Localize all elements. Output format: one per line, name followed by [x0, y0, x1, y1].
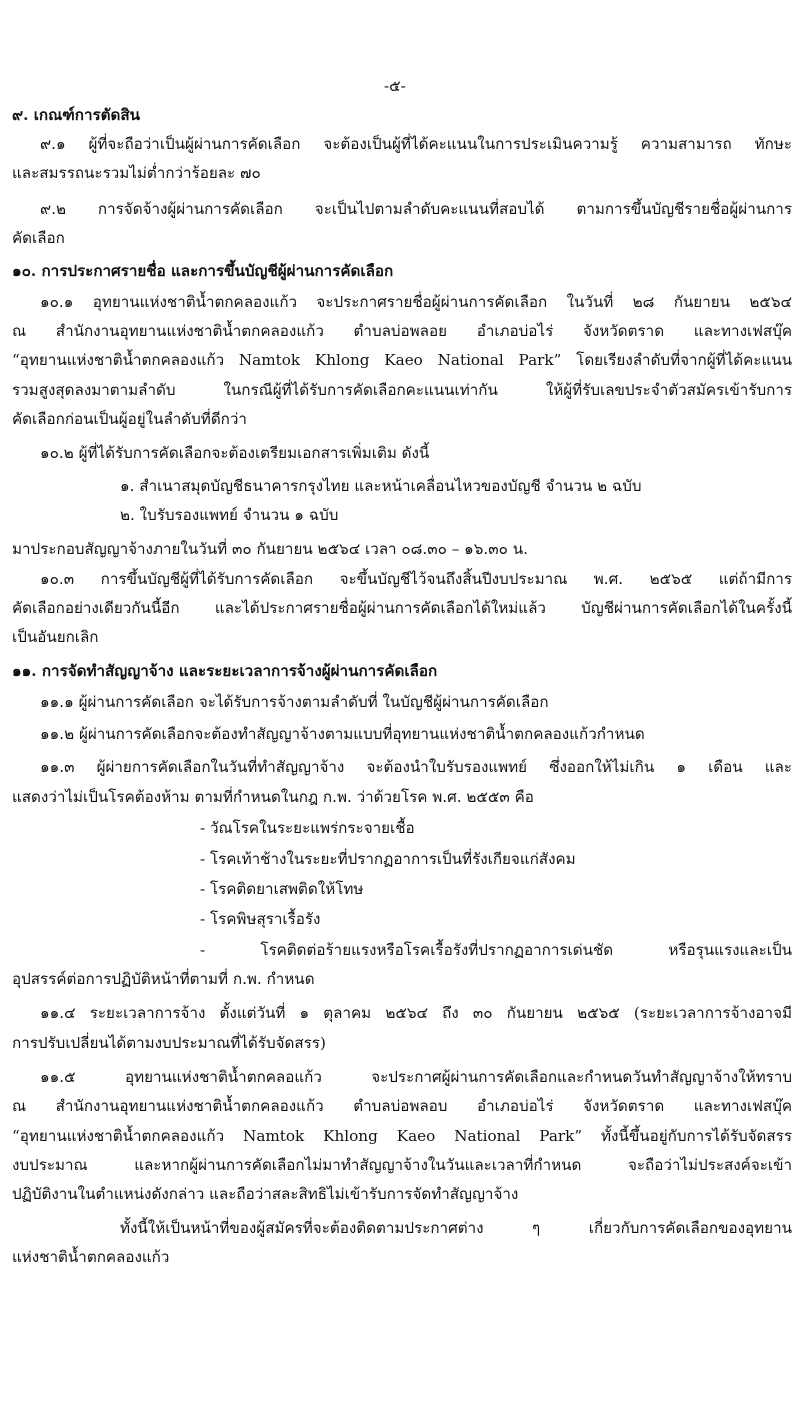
- closing-line-1: ทั้งนี้ให้เป็นหน้าที่ของผู้สมัครที่จะต้องติดตามประกาศต่าง ๆ เกี่ยวกับการคัดเลือกของอุทยาน: [120, 1219, 792, 1237]
- clause-10-3-line-2: คัดเลือกอย่างเดียวกันนี้อีก และได้ประกาศรายชื่อผู้ผ่านการคัดเลือกได้ใหม่แล้ว บัญชีผ่านการคัดเลือกได้ในครั้งนี้: [12, 599, 792, 617]
- clause-9-1-line-2: และสมรรถนะรวมไม่ต่ำกว่าร้อยละ ๗๐: [12, 164, 261, 182]
- closing-line-2: แห่งชาติน้ำตกคลองแก้ว: [12, 1248, 170, 1266]
- clause-11-5-line-1: ๑๑.๕ อุทยานแห่งชาติน้ำตกคลอแก้ว จะประกาศผู้ผ่านการคัดเลือกและกำหนดวันทำสัญญาจ้างให้ทราบ: [40, 1068, 792, 1086]
- clause-10-1-line-5: คัดเลือกก่อนเป็นผู้อยู่ในลำดับที่ดีกว่า: [12, 410, 247, 428]
- clause-10-1-line-4: รวมสูงสุดลงมาตามลำดับ ในกรณีผู้ที่ได้รับการคัดเลือกคะแนนเท่ากัน ให้ผู้ที่รับเลขประจำตัวสมัครเข้ารับการ: [12, 381, 792, 399]
- clause-10-1-line-1: ๑๐.๑ อุทยานแห่งชาติน้ำตกคลองแก้ว จะประกาศรายชื่อผู้ผ่านการคัดเลือก ในวันที่ ๒๘ กันยายน ๒๕๖๔: [40, 293, 792, 311]
- clause-11-4-line-2: การปรับเปลี่ยนได้ตามงบประมาณที่ได้รับจัดสรร): [12, 1034, 326, 1052]
- clause-11-3-line-2: แสดงว่าไม่เป็นโรคต้องห้าม ตามที่กำหนดในกฎ ก.พ. ว่าด้วยโรค พ.ศ. ๒๕๕๓ คือ: [12, 788, 534, 806]
- disease-item-5-line-2: อุปสรรค์ต่อการปฏิบัติหน้าที่ตามที่ ก.พ. กำหนด: [12, 970, 315, 988]
- disease-item-5-line-1: - โรคติดต่อร้ายแรงหรือโรคเรื้อรังที่ปรากฏอาการเด่นชัด หรือรุนแรงและเป็น: [200, 941, 792, 959]
- clause-11-5-line-4: งบประมาณ และหากผู้ผ่านการคัดเลือกไม่มาทำสัญญาจ้างในวันและเวลาที่กำหนด จะถือว่าไม่ประสงค์จะเข้า: [12, 1156, 792, 1174]
- clause-10-2: ๑๐.๒ ผู้ที่ได้รับการคัดเลือกจะต้องเตรียมเอกสารเพิ่มเติม ดังนี้: [40, 444, 430, 462]
- clause-10-3-line-3: เป็นอันยกเลิก: [12, 628, 99, 646]
- section-11-heading: ๑๑. การจัดทำสัญญาจ้าง และระยะเวลาการจ้างผู้ผ่านการคัดเลือก: [12, 662, 438, 680]
- clause-10-2-item-2: ๒. ใบรับรองแพทย์ จำนวน ๑ ฉบับ: [120, 506, 339, 524]
- disease-item-1: - วัณโรคในระยะแพร่กระจายเชื้อ: [200, 819, 415, 837]
- clause-11-5-line-2: ณ สำนักงานอุทยานแห่งชาติน้ำตกคลองแก้ว ตำบลบ่อพลอบ อำเภอบ่อไร่ จังหวัดตราด และทางเฟสบุ๊ค: [12, 1097, 792, 1115]
- clause-11-5-line-5: ปฏิบัติงานในตำแหน่งดังกล่าว และถือว่าสละสิทธิไม่เข้ารับการจัดทำสัญญาจ้าง: [12, 1185, 519, 1203]
- clause-11-5-line-3: “อุทยานแห่งชาติน้ำตกคลองแก้ว Namtok Khlong Kaeo National Park” ทั้งนี้ขึ้นอยู่กับการได้รับจัดสรร: [12, 1127, 792, 1145]
- clause-9-2-line-2: คัดเลือก: [12, 229, 65, 247]
- page-number: -๕-: [384, 77, 406, 95]
- clause-10-1-line-2: ณ สำนักงานอุทยานแห่งชาติน้ำตกคลองแก้ว ตำบลบ่อพลอย อำเภอบ่อไร่ จังหวัดตราด และทางเฟสบุ๊ค: [12, 322, 792, 340]
- clause-11-1: ๑๑.๑ ผู้ผ่านการคัดเลือก จะได้รับการจ้างตามลำดับที่ ในบัญชีผู้ผ่านการคัดเลือก: [40, 693, 549, 711]
- clause-10-2-deadline: มาประกอบสัญญาจ้างภายในวันที่ ๓๐ กันยายน ๒๕๖๔ เวลา ๐๘.๓๐ – ๑๖.๓๐ น.: [12, 540, 528, 558]
- disease-item-2: - โรคเท้าช้างในระยะที่ปรากฏอาการเป็นที่รังเกียจแก่สังคม: [200, 850, 576, 868]
- disease-item-3: - โรคติดยาเสพติดให้โทษ: [200, 880, 364, 898]
- section-10-heading: ๑๐. การประกาศรายชื่อ และการขึ้นบัญชีผู้ผ่านการคัดเลือก: [12, 262, 394, 280]
- clause-9-2-line-1: ๙.๒ การจัดจ้างผู้ผ่านการคัดเลือก จะเป็นไปตามลำดับคะแนนที่สอบได้ ตามการขึ้นบัญชีรายชื่อผู้ผ่านการ: [40, 200, 792, 218]
- clause-11-4-line-1: ๑๑.๔ ระยะเวลาการจ้าง ตั้งแต่วันที่ ๑ ตุลาคม ๒๕๖๔ ถึง ๓๐ กันยายน ๒๕๖๕ (ระยะเวลาการจ้างอาจมี: [40, 1004, 792, 1022]
- disease-item-4: - โรคพิษสุราเรื้อรัง: [200, 910, 321, 928]
- clause-11-3-line-1: ๑๑.๓ ผู้ผ่ายการคัดเลือกในวันที่ทำสัญญาจ้าง จะต้องนำใบรับรองแพทย์ ซึ่งออกให้ไม่เกิน ๑ เดือน และ: [40, 758, 792, 776]
- clause-11-2: ๑๑.๒ ผู้ผ่านการคัดเลือกจะต้องทำสัญญาจ้างตามแบบที่อุทยานแห่งชาติน้ำตกคลองแก้วกำหนด: [40, 725, 645, 743]
- clause-10-2-item-1: ๑. สำเนาสมุดบัญชีธนาคารกรุงไทย และหน้าเคลื่อนไหวของบัญชี จำนวน ๒ ฉบับ: [120, 477, 642, 495]
- clause-10-3-line-1: ๑๐.๓ การขึ้นบัญชีผู้ที่ได้รับการคัดเลือก จะขึ้นบัญชีไว้จนถึงสิ้นปีงบประมาณ พ.ศ. ๒๕๖๕ แต่ถ้ามีการ: [40, 570, 792, 588]
- clause-10-1-line-3: “อุทยานแห่งชาติน้ำตกคลองแก้ว Namtok Khlong Kaeo National Park” โดยเรียงลำดับที่จากผู้ที่ได้คะแนน: [12, 351, 792, 369]
- clause-9-1-line-1: ๙.๑ ผู้ที่จะถือว่าเป็นผู้ผ่านการคัดเลือก จะต้องเป็นผู้ที่ได้คะแนนในการประเมินความรู้ ความสามารถ ทักษะ: [40, 135, 792, 153]
- section-9-heading: ๙. เกณฑ์การตัดสิน: [12, 106, 141, 124]
